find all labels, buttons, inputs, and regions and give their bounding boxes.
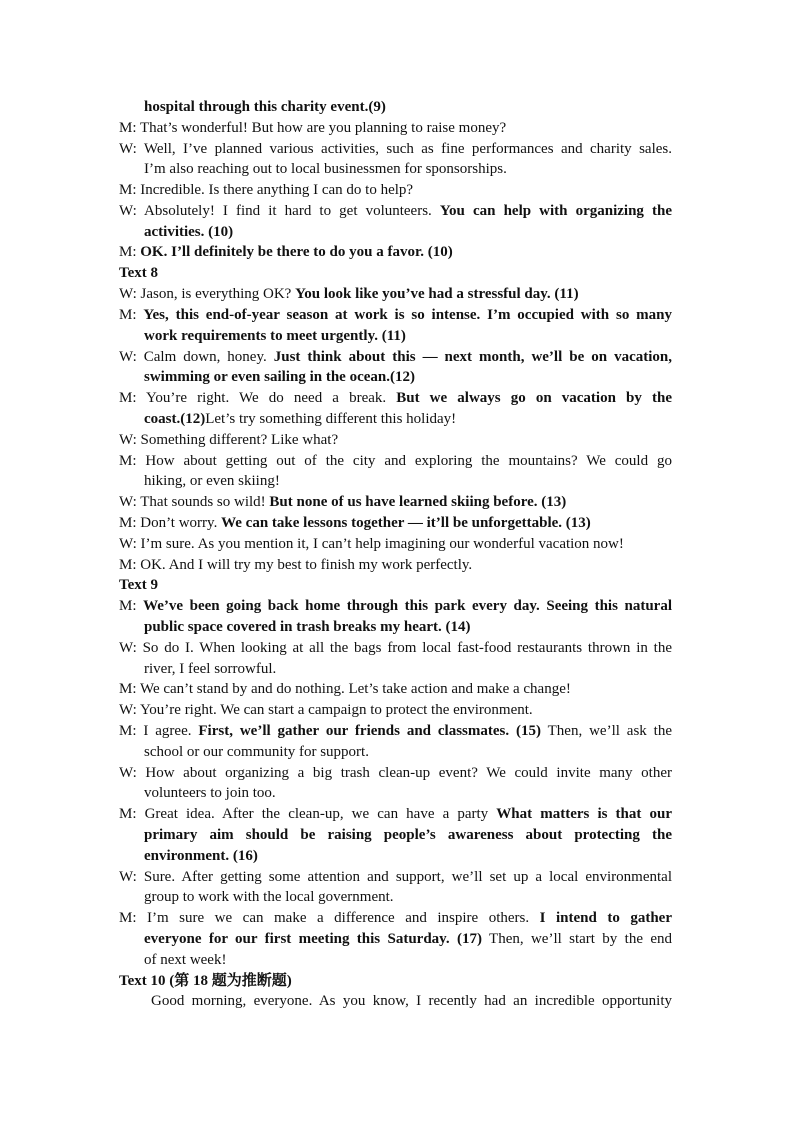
line-8-speaker: M: xyxy=(119,244,141,260)
line-44: Good morning, everyone. As you know, I recently had an incredible opportunity xyxy=(151,993,672,1009)
line-30: W: You’re right. We can start a campaign to protect the environment. xyxy=(119,702,533,718)
line-29: M: We can’t stand by and do nothing. Let’s take action and make a change! xyxy=(119,681,571,697)
line-3: W: Well, I’ve planned various activities, such as fine performances and charity sales. xyxy=(119,141,672,157)
line-13-bold: Just think about this — next month, we’ll be on vacation, xyxy=(273,349,672,365)
line-25-speaker: M: xyxy=(119,598,144,614)
line-19: hiking, or even skiing! xyxy=(144,473,280,489)
line-20-text: W: That sounds so wild! xyxy=(119,494,270,510)
line-21-bold: We can take lessons together — it’ll be unforgettable. (13) xyxy=(221,515,591,531)
line-13-text: W: Calm down, honey. xyxy=(119,349,274,365)
line-38: W: Sure. After getting some attention and support, we’ll set up a local environmental xyxy=(119,869,672,885)
line-15-text: M: You’re right. We do need a break. xyxy=(119,390,397,406)
line-7: activities. (10) xyxy=(144,224,234,240)
line-41 xyxy=(144,929,672,949)
line-34: volunteers to join too. xyxy=(144,785,276,801)
line-36: primary aim should be raising people’s awareness about protecting the xyxy=(144,827,672,843)
line-20-bold: But none of us have learned skiing before. (13) xyxy=(269,494,567,510)
line-31-text: M: I agree. xyxy=(119,723,199,739)
line-39: group to work with the local government. xyxy=(144,889,394,905)
line-35-bold: What matters is that our xyxy=(496,806,672,822)
line-31 xyxy=(119,721,672,741)
line-6 xyxy=(119,201,672,221)
line-21 xyxy=(119,513,591,533)
line-13 xyxy=(119,347,672,367)
line-21-text: M: Don’t worry. xyxy=(119,515,222,531)
line-33: W: How about organizing a big trash clean-up event? We could invite many other xyxy=(119,765,672,781)
line-35 xyxy=(119,804,672,824)
line-41-text: Then, we’ll start by the end xyxy=(481,931,672,947)
line-10-text: W: Jason, is everything OK? xyxy=(119,286,296,302)
line-31-tail: Then, we’ll ask the xyxy=(541,723,673,739)
line-11-bold: Yes, this end-of-year season at work is so intense. I’m occupied with so many xyxy=(143,307,673,323)
line-22: W: I’m sure. As you mention it, I can’t help imagining our wonderful vacation now! xyxy=(119,536,624,552)
line-6-text: W: Absolutely! I find it hard to get volunteers. xyxy=(119,203,440,219)
line-27: W: So do I. When looking at all the bags from local fast-food restaurants thrown in the xyxy=(119,640,672,656)
line-10-bold: You look like you’ve had a stressful day. (11) xyxy=(295,286,579,302)
line-40-bold: I intend to gather xyxy=(539,910,672,926)
line-17: W: Something different? Like what? xyxy=(119,432,339,448)
line-37: environment. (16) xyxy=(144,848,258,864)
line-41-bold: everyone for our first meeting this Saturday. (17) xyxy=(144,931,482,947)
line-11 xyxy=(119,305,672,325)
line-8 xyxy=(119,242,453,262)
section-heading-text-9: Text 9 xyxy=(119,577,159,593)
line-10 xyxy=(119,284,579,304)
line-26: public space covered in trash breaks my heart. (14) xyxy=(144,619,471,635)
line-25 xyxy=(119,596,672,616)
line-25-bold: We’ve been going back home through this park every day. Seeing this natural xyxy=(143,598,672,614)
line-11-speaker: M: xyxy=(119,307,144,323)
section-heading-text-10: Text 10 (第 18 题为推断题) xyxy=(119,973,292,989)
line-31-bold: First, we’ll gather our friends and classmates. (15) xyxy=(198,723,542,739)
line-15 xyxy=(119,388,672,408)
line-16-text: Let’s try something different this holiday! xyxy=(205,411,457,427)
line-2: M: That’s wonderful! But how are you planning to raise money? xyxy=(119,120,507,136)
line-6-bold: You can help with organizing the xyxy=(439,203,672,219)
line-14: swimming or even sailing in the ocean.(12) xyxy=(144,369,415,385)
section-heading-text-8: Text 8 xyxy=(119,265,159,281)
line-16 xyxy=(144,409,456,429)
line-23: M: OK. And I will try my best to finish my work perfectly. xyxy=(119,557,473,573)
line-32: school or our community for support. xyxy=(144,744,369,760)
line-8-bold: OK. I’ll definitely be there to do you a favor. (10) xyxy=(140,244,453,260)
line-28: river, I feel sorrowful. xyxy=(144,661,277,677)
line-12: work requirements to meet urgently. (11) xyxy=(144,328,406,344)
line-16-bold: coast.(12) xyxy=(144,411,206,427)
line-40 xyxy=(119,908,672,928)
line-1: hospital through this charity event.(9) xyxy=(144,99,386,115)
line-40-text: M: I’m sure we can make a difference and inspire others. xyxy=(119,910,540,926)
line-15-bold: But we always go on vacation by the xyxy=(396,390,672,406)
line-5: M: Incredible. Is there anything I can do to help? xyxy=(119,182,414,198)
line-18: M: How about getting out of the city and exploring the mountains? We could go xyxy=(119,453,672,469)
line-42: of next week! xyxy=(144,952,227,968)
line-20 xyxy=(119,492,566,512)
line-35-text: M: Great idea. After the clean-up, we can have a party xyxy=(119,806,497,822)
line-4: I’m also reaching out to local businessmen for sponsorships. xyxy=(144,161,507,177)
